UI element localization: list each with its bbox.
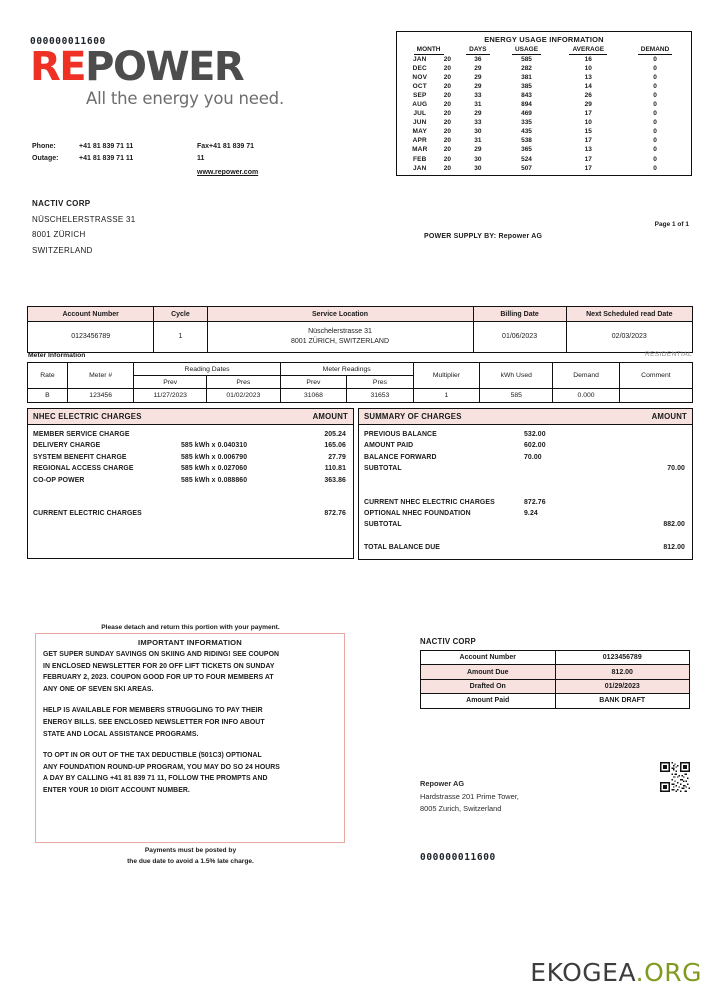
total-balance-due-row bbox=[364, 542, 687, 553]
posted-note-line2: the due date to avoid a 1.5% late charge. bbox=[127, 857, 254, 865]
qr-code bbox=[660, 762, 690, 792]
meter-information-label: Meter Information bbox=[28, 352, 86, 359]
energy-cell-demand: 0 bbox=[653, 101, 657, 109]
summary-mid-amount: 872.76 bbox=[524, 498, 546, 506]
energy-cell-average: 17 bbox=[584, 110, 592, 118]
charge-description: DELIVERY CHARGE bbox=[33, 442, 101, 450]
energy-cell-year: 20 bbox=[443, 73, 451, 81]
customer-address-line1: NÜSCHELERSTRASSE 31 bbox=[32, 214, 136, 224]
energy-cell-days: 29 bbox=[474, 82, 482, 90]
energy-cell-year: 20 bbox=[443, 128, 451, 136]
energy-cell-usage: 894 bbox=[521, 101, 532, 109]
charge-description: SYSTEM BENEFIT CHARGE bbox=[33, 453, 127, 461]
energy-usage-row bbox=[401, 64, 687, 73]
stub-row-value: 0123456789 bbox=[555, 651, 690, 665]
electric-charges-panel bbox=[27, 408, 354, 559]
meter-value-row bbox=[28, 389, 693, 403]
energy-cell-demand: 0 bbox=[653, 155, 657, 163]
stub-row-value: BANK DRAFT bbox=[555, 694, 690, 708]
energy-cell-days: 29 bbox=[474, 64, 482, 72]
fax-value: Fax+41 81 839 71 11 bbox=[197, 143, 255, 162]
energy-usage-row bbox=[401, 55, 687, 64]
summary-description: AMOUNT PAID bbox=[364, 442, 414, 450]
contact-block bbox=[32, 141, 259, 176]
energy-cell-usage: 507 bbox=[521, 164, 532, 172]
important-information-box bbox=[35, 633, 345, 843]
account-value-row bbox=[28, 322, 693, 353]
payee-line1: Hardstrasse 201 Prime Tower, bbox=[420, 791, 519, 801]
energy-cell-demand: 0 bbox=[653, 119, 657, 127]
td-account-number: 0123456789 bbox=[28, 322, 154, 353]
energy-cell-usage: 365 bbox=[521, 146, 532, 154]
energy-cell-days: 31 bbox=[474, 101, 482, 109]
summary-line bbox=[364, 497, 687, 508]
electric-charge-line bbox=[33, 440, 348, 451]
energy-cell-year: 20 bbox=[443, 101, 451, 109]
info-line: FEBRUARY 2, 2023. COUPON GOOD FOR UP TO FOUR MEMBERS AT bbox=[43, 674, 274, 682]
summary-amount: 882.00 bbox=[663, 521, 685, 529]
info-line: HELP IS AVAILABLE FOR MEMBERS STRUGGLING TO PAY THEIR bbox=[43, 707, 263, 715]
th-kwh-used: kWh Used bbox=[480, 363, 553, 389]
energy-cell-average: 29 bbox=[584, 101, 592, 109]
td-kwh-used: 585 bbox=[480, 389, 553, 403]
energy-cell-year: 20 bbox=[443, 164, 451, 172]
summary-mid-amount bbox=[524, 463, 609, 474]
total-balance-due-amount: 812.00 bbox=[663, 543, 685, 551]
energy-cell-average: 14 bbox=[584, 82, 592, 90]
energy-cell-days: 29 bbox=[474, 73, 482, 81]
logo-tagline: All the energy you need. bbox=[86, 89, 285, 108]
energy-cell-demand: 0 bbox=[653, 110, 657, 118]
energy-cell-days: 33 bbox=[474, 91, 482, 99]
energy-cell-average: 13 bbox=[584, 73, 592, 81]
th-reading-dates: Reading Dates bbox=[134, 363, 280, 376]
summary-line bbox=[364, 429, 687, 440]
logo-re-text: RE bbox=[30, 44, 86, 90]
ekogea-watermark bbox=[530, 958, 702, 987]
payee-line2: 8005 Zurich, Switzerland bbox=[420, 804, 502, 813]
customer-name: NACTIV CORP bbox=[32, 199, 91, 208]
energy-usage-title: ENERGY USAGE INFORMATION bbox=[484, 35, 604, 44]
account-header-row bbox=[28, 307, 693, 322]
stub-customer-name: NACTIV CORP bbox=[420, 637, 476, 646]
summary-description: PREVIOUS BALANCE bbox=[364, 431, 437, 438]
energy-usage-row bbox=[401, 127, 687, 136]
energy-usage-row bbox=[401, 118, 687, 127]
td-rate: B bbox=[28, 389, 68, 403]
td-service-location bbox=[207, 322, 473, 353]
energy-usage-row bbox=[401, 109, 687, 118]
summary-description: BALANCE FORWARD bbox=[364, 453, 437, 461]
summary-amount bbox=[609, 497, 687, 508]
td-reading-pres-date: 01/02/2023 bbox=[207, 389, 281, 403]
energy-cell-demand: 0 bbox=[653, 128, 657, 136]
customer-address-line3: SWITZERLAND bbox=[32, 245, 93, 255]
summary-line bbox=[364, 440, 687, 451]
energy-cell-average: 17 bbox=[584, 137, 592, 145]
logo-power-text: POWER bbox=[85, 44, 244, 90]
summary-description: SUBTOTAL bbox=[364, 521, 402, 529]
charge-description: MEMBER SERVICE CHARGE bbox=[33, 431, 130, 438]
td-reading-prev: 31068 bbox=[280, 389, 347, 403]
energy-cell-month: NOV bbox=[412, 73, 428, 81]
info-line: A DAY BY CALLING +41 81 839 71 11, FOLLOW THE PROMPTS AND bbox=[43, 775, 268, 783]
summary-of-charges-title: SUMMARY OF CHARGES bbox=[364, 412, 462, 421]
energy-cell-demand: 0 bbox=[653, 137, 657, 145]
energy-usage-row bbox=[401, 100, 687, 109]
charge-amount: 27.79 bbox=[328, 453, 346, 461]
energy-cell-demand: 0 bbox=[653, 55, 657, 63]
outage-label: Outage: bbox=[32, 155, 59, 162]
residential-label: RESIDENTIAL bbox=[644, 351, 692, 358]
energy-cell-usage: 381 bbox=[521, 73, 532, 81]
total-balance-due-label: TOTAL BALANCE DUE bbox=[364, 543, 440, 551]
electric-charge-line bbox=[33, 475, 348, 486]
energy-cell-year: 20 bbox=[443, 110, 451, 118]
td-billing-date: 01/06/2023 bbox=[473, 322, 566, 353]
electric-charges-amount-label: AMOUNT bbox=[312, 412, 348, 421]
summary-line bbox=[364, 463, 687, 474]
detach-note: Please detach and return this portion with your payment. bbox=[101, 624, 280, 631]
energy-cell-average: 26 bbox=[584, 91, 592, 99]
summary-of-charges-header bbox=[359, 409, 692, 425]
summary-mid-amount: 532.00 bbox=[524, 431, 546, 438]
summary-of-charges-amount-label: AMOUNT bbox=[651, 412, 687, 421]
energy-cell-month: APR bbox=[412, 137, 427, 145]
energy-cell-month: SEP bbox=[412, 91, 427, 99]
summary-mid-amount bbox=[524, 519, 609, 530]
charge-rate: 585 kWh x 0.088860 bbox=[181, 476, 248, 484]
electric-charges-total-amount: 872.76 bbox=[324, 510, 346, 518]
outage-value: +41 81 839 71 11 bbox=[79, 155, 134, 162]
charge-rate: 585 kWh x 0.040310 bbox=[181, 442, 248, 450]
th-meter-readings: Meter Readings bbox=[280, 363, 413, 376]
page-indicator: Page 1 of 1 bbox=[654, 221, 689, 228]
summary-amount bbox=[609, 429, 687, 440]
energy-cell-demand: 0 bbox=[653, 64, 657, 72]
summary-description: OPTIONAL NHEC FOUNDATION bbox=[364, 510, 471, 518]
energy-cell-average: 16 bbox=[584, 55, 592, 63]
energy-usage-row bbox=[401, 91, 687, 100]
energy-cell-year: 20 bbox=[443, 64, 451, 72]
watermark-part2: .ORG bbox=[635, 958, 702, 987]
th-reading-pres: Pres bbox=[207, 376, 281, 389]
energy-cell-month: OCT bbox=[412, 82, 427, 90]
td-reading-pres: 31653 bbox=[347, 389, 414, 403]
energy-cell-average: 13 bbox=[584, 146, 592, 154]
power-supply-note: POWER SUPPLY BY: Repower AG bbox=[424, 233, 543, 240]
electric-charge-line bbox=[33, 452, 348, 463]
posted-by-note bbox=[27, 846, 354, 867]
summary-amount bbox=[609, 440, 687, 451]
energy-cell-usage: 385 bbox=[521, 82, 532, 90]
energy-cell-average: 10 bbox=[584, 119, 592, 127]
summary-description: CURRENT NHEC ELECTRIC CHARGES bbox=[364, 498, 495, 506]
energy-cell-days: 29 bbox=[474, 110, 482, 118]
customer-address-line2: 8001 ZÜRICH bbox=[32, 230, 86, 239]
energy-cell-days: 30 bbox=[474, 155, 482, 163]
summary-line bbox=[364, 508, 687, 519]
summary-amount bbox=[609, 508, 687, 519]
payee-name: Repower AG bbox=[420, 779, 465, 788]
charge-rate: 585 kWh x 0.027060 bbox=[181, 465, 248, 473]
meter-header-row-1 bbox=[28, 363, 693, 376]
stub-row-key: Drafted On bbox=[421, 679, 556, 693]
info-line: ANY ONE OF SEVEN SKI AREAS. bbox=[43, 685, 154, 693]
energy-cell-month: FEB bbox=[412, 155, 427, 163]
charge-amount: 205.24 bbox=[324, 431, 346, 438]
info-line: TO OPT IN OR OUT OF THE TAX DEDUCTIBLE (501C3) OPTIONAL bbox=[43, 752, 262, 760]
charge-rate bbox=[181, 429, 286, 440]
energy-col-days: DAYS bbox=[456, 45, 499, 55]
energy-cell-year: 20 bbox=[443, 91, 451, 99]
energy-cell-month: JUL bbox=[413, 110, 427, 118]
th-account-number: Account Number bbox=[28, 307, 154, 322]
charge-description: REGIONAL ACCESS CHARGE bbox=[33, 465, 134, 473]
td-reading-prev-date: 11/27/2023 bbox=[134, 389, 207, 403]
info-line: IN ENCLOSED NEWSLETTER FOR 20 OFF LIFT TICKETS ON SUNDAY bbox=[43, 662, 275, 670]
energy-col-average: AVERAGE bbox=[553, 45, 623, 55]
summary-amount: 70.00 bbox=[667, 465, 685, 473]
energy-usage-row bbox=[401, 136, 687, 145]
energy-cell-usage: 538 bbox=[521, 137, 532, 145]
energy-cell-month: JUN bbox=[412, 119, 427, 127]
customer-address bbox=[32, 196, 136, 258]
summary-mid-amount: 602.00 bbox=[524, 442, 546, 450]
th-meter-prev: Prev bbox=[280, 376, 347, 389]
energy-cell-days: 30 bbox=[474, 128, 482, 136]
info-line: ENERGY BILLS. SEE ENCLOSED NEWSLETTER FOR INFO ABOUT bbox=[43, 718, 265, 726]
summary-line bbox=[364, 519, 687, 530]
payment-stub-table bbox=[420, 650, 690, 709]
top-account-code: 000000011600 bbox=[30, 36, 106, 47]
energy-usage-row bbox=[401, 73, 687, 82]
charge-description: CO-OP POWER bbox=[33, 476, 85, 484]
th-service-location: Service Location bbox=[207, 307, 473, 322]
energy-cell-days: 36 bbox=[474, 55, 482, 63]
energy-cell-average: 10 bbox=[584, 64, 592, 72]
stub-row-value: 01/29/2023 bbox=[555, 679, 690, 693]
energy-cell-year: 20 bbox=[443, 119, 451, 127]
stub-row-value: 812.00 bbox=[555, 665, 690, 679]
summary-mid-amount: 9.24 bbox=[524, 510, 538, 518]
th-reading-prev: Prev bbox=[134, 376, 207, 389]
energy-cell-year: 20 bbox=[443, 82, 451, 90]
energy-cell-usage: 524 bbox=[521, 155, 532, 163]
energy-cell-usage: 585 bbox=[521, 55, 532, 63]
th-cycle: Cycle bbox=[154, 307, 207, 322]
energy-cell-usage: 435 bbox=[521, 128, 532, 136]
electric-charges-title: NHEC ELECTRIC CHARGES bbox=[33, 412, 142, 421]
energy-cell-days: 33 bbox=[474, 119, 482, 127]
th-rate: Rate bbox=[28, 363, 68, 389]
energy-cell-month: AUG bbox=[412, 101, 428, 109]
energy-cell-average: 15 bbox=[584, 128, 592, 136]
energy-header-row bbox=[401, 45, 687, 55]
energy-usage-row bbox=[401, 155, 687, 164]
td-next-read-date: 02/03/2023 bbox=[566, 322, 692, 353]
electric-charges-header bbox=[28, 409, 353, 425]
posted-note-line1: Payments must be posted by bbox=[144, 847, 237, 854]
th-next-read-date: Next Scheduled read Date bbox=[566, 307, 692, 322]
payee-address bbox=[420, 778, 519, 816]
info-line: GET SUPER SUNDAY SAVINGS ON SKIING AND RIDING! SEE COUPON bbox=[43, 651, 280, 658]
energy-cell-demand: 0 bbox=[653, 91, 657, 99]
summary-amount bbox=[609, 452, 687, 463]
electric-charge-line bbox=[33, 429, 348, 440]
summary-description: SUBTOTAL bbox=[364, 465, 402, 473]
stub-row bbox=[421, 665, 690, 679]
energy-cell-month: JAN bbox=[412, 164, 427, 172]
website-link[interactable]: www.repower.com bbox=[197, 169, 259, 176]
energy-cell-demand: 0 bbox=[653, 82, 657, 90]
energy-cell-usage: 282 bbox=[521, 64, 532, 72]
stub-row-key: Amount Paid bbox=[421, 694, 556, 708]
energy-cell-year: 20 bbox=[443, 155, 451, 163]
energy-cell-average: 17 bbox=[584, 164, 592, 172]
charge-amount: 110.81 bbox=[324, 465, 346, 473]
td-comment bbox=[619, 389, 692, 403]
stub-row bbox=[421, 651, 690, 665]
td-meter-no: 123456 bbox=[67, 389, 134, 403]
stub-row bbox=[421, 679, 690, 693]
important-information-title: IMPORTANT INFORMATION bbox=[138, 638, 242, 647]
energy-cell-usage: 335 bbox=[521, 119, 532, 127]
energy-cell-year: 20 bbox=[443, 55, 451, 63]
energy-cell-days: 30 bbox=[474, 164, 482, 172]
td-multiplier: 1 bbox=[413, 389, 480, 403]
charge-amount: 363.86 bbox=[324, 476, 346, 484]
info-line: ANY FOUNDATION ROUND-UP PROGRAM, YOU MAY DO SO 24 HOURS bbox=[43, 763, 280, 771]
info-line: STATE AND LOCAL ASSISTANCE PROGRAMS. bbox=[43, 730, 199, 738]
th-meter-pres: Pres bbox=[347, 376, 414, 389]
meter-information-table bbox=[27, 362, 693, 403]
th-comment: Comment bbox=[619, 363, 692, 389]
energy-cell-days: 31 bbox=[474, 137, 482, 145]
account-header-table bbox=[27, 306, 693, 353]
energy-cell-usage: 469 bbox=[521, 110, 532, 118]
energy-cell-month: JAN bbox=[412, 55, 427, 63]
summary-mid-amount: 70.00 bbox=[524, 453, 542, 461]
electric-charges-total-row bbox=[33, 508, 348, 519]
th-demand: Demand bbox=[553, 363, 620, 389]
energy-usage-row bbox=[401, 82, 687, 91]
stub-row-key: Amount Due bbox=[421, 665, 556, 679]
summary-of-charges-panel bbox=[358, 408, 693, 560]
energy-usage-row bbox=[401, 164, 687, 173]
stub-row-key: Account Number bbox=[421, 651, 556, 665]
phone-label: Phone: bbox=[32, 143, 56, 150]
td-demand: 0.000 bbox=[553, 389, 620, 403]
energy-cell-month: MAR bbox=[412, 146, 428, 154]
energy-cell-demand: 0 bbox=[653, 146, 657, 154]
energy-col-usage: USAGE bbox=[500, 45, 554, 55]
charge-amount: 165.06 bbox=[324, 442, 346, 450]
energy-usage-table bbox=[396, 31, 692, 228]
energy-usage-grid bbox=[401, 45, 687, 173]
energy-cell-year: 20 bbox=[443, 137, 451, 145]
energy-cell-days: 29 bbox=[474, 146, 482, 154]
energy-cell-month: DEC bbox=[412, 64, 427, 72]
info-line: ENTER YOUR 10 DIGIT ACCOUNT NUMBER. bbox=[43, 786, 190, 794]
watermark-part1: EKOGEA bbox=[530, 958, 636, 987]
energy-col-demand: DEMAND bbox=[623, 45, 687, 55]
electric-charges-total-label: CURRENT ELECTRIC CHARGES bbox=[33, 510, 142, 518]
summary-line bbox=[364, 452, 687, 463]
energy-cell-month: MAY bbox=[412, 128, 427, 136]
energy-cell-demand: 0 bbox=[653, 164, 657, 172]
electric-charge-line bbox=[33, 463, 348, 474]
stub-account-code: 000000011600 bbox=[420, 852, 496, 863]
th-multiplier: Multiplier bbox=[413, 363, 480, 389]
repower-logo bbox=[30, 44, 285, 108]
energy-usage-row bbox=[401, 145, 687, 154]
charge-rate: 585 kWh x 0.006790 bbox=[181, 453, 248, 461]
service-location-line2: 8001 ZÜRICH, SWITZERLAND bbox=[291, 338, 390, 345]
energy-col-month: MONTH bbox=[401, 45, 456, 55]
phone-value: +41 81 839 71 11 bbox=[79, 143, 134, 150]
th-meter-no: Meter # bbox=[67, 363, 134, 389]
service-location-line1: Nüschelerstrasse 31 bbox=[308, 328, 372, 335]
energy-cell-usage: 843 bbox=[521, 91, 532, 99]
energy-cell-year: 20 bbox=[443, 146, 451, 154]
energy-cell-demand: 0 bbox=[653, 73, 657, 81]
th-billing-date: Billing Date bbox=[473, 307, 566, 322]
stub-row bbox=[421, 694, 690, 708]
td-cycle: 1 bbox=[154, 322, 207, 353]
energy-cell-average: 17 bbox=[584, 155, 592, 163]
